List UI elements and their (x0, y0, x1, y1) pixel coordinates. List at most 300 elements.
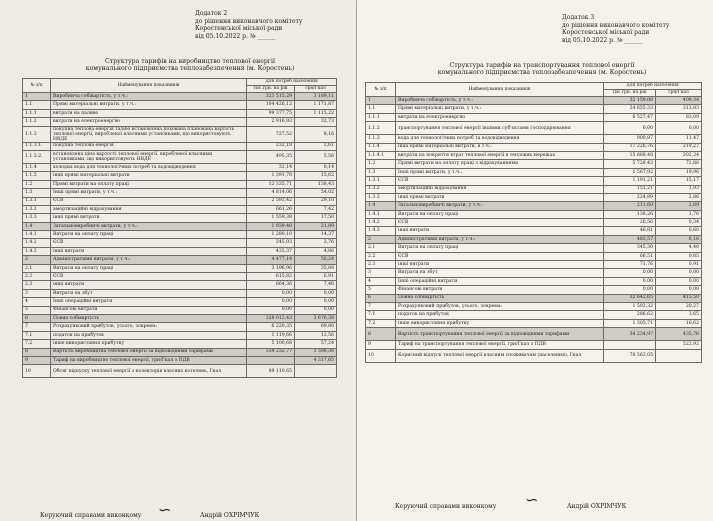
row-value-annual: 99 377,75 (247, 109, 295, 117)
row-label: податок на прибуток (396, 311, 604, 319)
row-value-per-gcal: 1 115,22 (295, 109, 337, 117)
row-value-annual: 151,21 (604, 185, 656, 193)
row-value-annual: 345,30 (604, 244, 656, 252)
row-value-per-gcal: 50,24 (295, 256, 337, 264)
row-value-annual: 1 592,32 (604, 302, 656, 310)
table-row (23, 222, 337, 230)
table-row (23, 205, 337, 213)
row-label: інші витрати (51, 281, 247, 289)
row-label: інше використання прибутку (51, 340, 247, 348)
table-row (23, 150, 337, 163)
row-label: ЄСВ (396, 219, 604, 227)
row-label: Прямі матеріальні витрати, у т.ч.: (396, 105, 604, 113)
row-label: Адміністративні витрати, у т.ч.: (51, 256, 247, 264)
row-value-per-gcal: 3,65 (656, 311, 702, 319)
row-label: Витрати на оплату праці (51, 264, 247, 272)
row-number: 1 (23, 93, 51, 101)
row-label: витрати на паливо (51, 109, 247, 117)
table-row (23, 247, 337, 255)
row-value-annual: 1 391,78 (247, 172, 295, 180)
table-row (23, 314, 337, 322)
row-number: 1.1.3.1. (23, 142, 51, 150)
row-label: покупна теплова енергія (51, 142, 247, 150)
row-number: 2.2 (366, 252, 396, 260)
row-number: 1.4 (366, 202, 396, 210)
table-row (23, 273, 337, 281)
row-label: Витрати на збут (396, 269, 604, 277)
handwritten-signature-icon: ∽ (525, 490, 539, 509)
row-label: інші витрати (396, 261, 604, 269)
row-number: 1.3.1 (23, 197, 51, 205)
row-value-annual: 12 335,71 (247, 180, 295, 188)
row-label: Інші прямі витрати, у т.ч.: (51, 189, 247, 197)
table-row (366, 168, 702, 176)
row-value-annual: 0,00 (604, 122, 656, 135)
row-number: 1.2 (23, 180, 51, 188)
tariff-table (22, 78, 337, 378)
table-row (23, 365, 337, 378)
table-row (366, 105, 702, 113)
row-number: 7.2 (23, 340, 51, 348)
row-value-per-gcal: 12,56 (295, 331, 337, 339)
row-number: 1.4.1 (366, 210, 396, 218)
row-value-annual: 245,93 (247, 239, 295, 247)
row-number: 8 (366, 328, 396, 341)
row-value-annual: 224,89 (604, 193, 656, 201)
table-row (23, 256, 337, 264)
row-label: інше використання прибутку (396, 319, 604, 327)
row-value-per-gcal: 6,91 (295, 273, 337, 281)
table-row (23, 306, 337, 314)
table-row (366, 219, 702, 227)
row-number: 1.3 (23, 189, 51, 197)
table-row (23, 172, 337, 180)
appendix-line: Коростенської міської ради (562, 29, 650, 36)
row-number: 1.3 (366, 168, 396, 176)
row-value-per-gcal: 409,34 (656, 97, 702, 105)
row-value-per-gcal: 1,76 (656, 210, 702, 218)
row-number: 2.3 (23, 281, 51, 289)
row-label: амортизаційні відрахування (396, 185, 604, 193)
row-number: 1.4.2 (366, 219, 396, 227)
row-value-per-gcal: 4,40 (656, 244, 702, 252)
col-header-num: № з/п (23, 79, 51, 93)
row-label: Виробнича собівартість, у т.ч.: (396, 97, 604, 105)
row-number: 1.1.3 (23, 126, 51, 142)
table-row (23, 340, 337, 348)
row-value-annual: 1 191,21 (604, 177, 656, 185)
row-value-annual: 286,62 (604, 311, 656, 319)
table-row (23, 331, 337, 339)
row-number: 5 (23, 306, 51, 314)
row-number: 1.1.4 (23, 163, 51, 171)
table-row (23, 231, 337, 239)
row-value-annual: 664,36 (247, 281, 295, 289)
title-line: Структура тарифів на транспортування теплової енергії (449, 62, 635, 69)
row-label: вода для технологічних потреб та водовідведення (396, 135, 604, 143)
row-number: 1.4 (23, 222, 51, 230)
row-value-per-gcal: 0,34 (656, 219, 702, 227)
row-number: 7.1 (366, 311, 396, 319)
row-label: Прямі витрати на оплату праці з відрахуваннями (396, 160, 604, 168)
row-label: ЄСВ (51, 273, 247, 281)
row-value-per-gcal: 0,91 (656, 261, 702, 269)
table-row (23, 118, 337, 126)
appendix-2-page (0, 0, 356, 521)
row-number: 2 (366, 235, 396, 243)
row-label: Фінансові витрати (51, 306, 247, 314)
row-value-per-gcal: 8,16 (295, 126, 337, 142)
appendix-line: Коростенської міської ради (195, 25, 283, 32)
row-label: інші прямі матеріальні витрати, в т.ч.: (396, 143, 604, 151)
row-label: амортизаційні відрахування (51, 205, 247, 213)
row-label: Розрахунковий прибуток, усього, зокрема: (51, 323, 247, 331)
row-label: Інші операційні витрати (396, 277, 604, 285)
row-number: 4 (23, 298, 51, 306)
row-value-annual: 323 515,29 (247, 93, 295, 101)
row-value-per-gcal: 0,60 (656, 227, 702, 235)
col-header-annual: тис.грн. на рік (247, 86, 295, 93)
row-value-per-gcal: 313,83 (656, 105, 702, 113)
table-row (366, 235, 702, 243)
row-number: 6 (366, 294, 396, 302)
col-header-per-gcal: грн/Гкал (295, 86, 337, 93)
appendix-header (195, 10, 302, 40)
row-number: 2.1 (366, 244, 396, 252)
row-value-annual: 727,52 (247, 126, 295, 142)
row-number: 1.1.2 (366, 122, 396, 135)
row-number: 6 (23, 314, 51, 322)
row-value-annual: 66,51 (604, 252, 656, 260)
table-row (366, 294, 702, 302)
row-number: 1.4.3 (23, 247, 51, 255)
row-value-annual: 433,37 (247, 247, 295, 255)
row-number: 2.2 (23, 273, 51, 281)
row-label: Розрахунковий прибуток, усього, зокрема: (396, 302, 604, 310)
row-value-annual: 15 888,48 (604, 151, 656, 159)
row-label: Адміністративні витрати, у т.ч.: (396, 235, 604, 243)
row-value-annual: 0,00 (247, 298, 295, 306)
row-number: 5 (366, 286, 396, 294)
row-value-per-gcal: 21,89 (295, 222, 337, 230)
row-value-per-gcal: 4,86 (295, 247, 337, 255)
row-value-annual: 483,57 (604, 235, 656, 243)
row-number: 4 (366, 277, 396, 285)
row-number: 1.3.2 (23, 205, 51, 213)
row-value-per-gcal: 202,24 (656, 151, 702, 159)
row-label: витрати на електроенергію (51, 118, 247, 126)
row-value-annual: 0,00 (604, 269, 656, 277)
table-row (366, 319, 702, 327)
signature-name: Андрій ОХРІМЧУК (200, 512, 260, 519)
row-label: інші прямі витрати (396, 193, 604, 201)
row-label: транспортування теплової енергії іншими суб'єктами господарювання (396, 122, 604, 135)
row-value-annual: 232,18 (247, 142, 295, 150)
table-row (23, 348, 337, 356)
page-title (407, 62, 677, 77)
row-value-annual: 26,56 (604, 219, 656, 227)
table-row (23, 180, 337, 188)
table-row (366, 269, 702, 277)
row-value-per-gcal: 16,62 (656, 319, 702, 327)
appendix-number: Додаток 3 (562, 14, 595, 21)
row-number: 1.1.3.2. (23, 150, 51, 163)
row-number: 1.1 (23, 101, 51, 109)
row-value-per-gcal: 0,85 (656, 252, 702, 260)
row-value-per-gcal: 0,00 (656, 269, 702, 277)
row-label: витрати на електроенергію (396, 113, 604, 121)
table-row (366, 185, 702, 193)
row-value-per-gcal: 32,73 (295, 118, 337, 126)
row-number: 9 (23, 356, 51, 364)
row-value-per-gcal: 7,46 (295, 281, 337, 289)
row-number: 1.3.3 (23, 214, 51, 222)
row-label: податок на прибуток (51, 331, 247, 339)
row-value-annual: 17 226,76 (604, 143, 656, 151)
row-value-per-gcal: 69,80 (295, 323, 337, 331)
table-row (366, 160, 702, 168)
row-number: 1.1.4.1 (366, 151, 396, 159)
row-value-per-gcal: 15,62 (295, 172, 337, 180)
col-header-per-gcal: грн/Гкал (656, 90, 702, 97)
table-row (366, 244, 702, 252)
row-number: 1.1.1 (366, 113, 396, 121)
table-row (366, 143, 702, 151)
signature-name: Андрій ОХРІМЧУК (567, 503, 627, 510)
row-value-annual: 615,82 (247, 273, 295, 281)
row-value-annual: 0,00 (247, 289, 295, 297)
row-label: Повна собівартість (51, 314, 247, 322)
row-value-annual: 32 159,08 (604, 97, 656, 105)
table-row (366, 97, 702, 105)
row-label: Вартість транспортування теплової енергії за відповідними тарифами (396, 328, 604, 341)
appendix-date: від 05.10.2022 р. № ______ (562, 36, 643, 44)
row-label: Загальновиробничі витрати, у т.ч.: (396, 202, 604, 210)
row-value-per-gcal: 1 171,87 (295, 101, 337, 109)
row-value-annual: 24 655,33 (604, 105, 656, 113)
table-row (366, 177, 702, 185)
table-row (366, 113, 702, 121)
row-value-annual: 495,35 (247, 150, 295, 163)
row-value-per-gcal: 2,69 (656, 202, 702, 210)
row-value-per-gcal: 2,76 (295, 239, 337, 247)
row-value-annual: 2 593,42 (247, 197, 295, 205)
row-value-annual: 6 220,35 (247, 323, 295, 331)
row-label: Корисний відпуск теплової енергії власним споживачам (населення), Гкал (396, 349, 604, 362)
row-label: Тариф на транспортування теплової енергії, грн/Гкал з ПДВ (396, 341, 604, 349)
table-row (23, 197, 337, 205)
row-number: 1.3.3 (366, 193, 396, 201)
row-number: 9 (366, 341, 396, 349)
row-value-per-gcal: 1,93 (656, 185, 702, 193)
row-value-per-gcal: 5,56 (295, 150, 337, 163)
row-value-annual: 1 939,40 (247, 222, 295, 230)
table-row (366, 193, 702, 201)
row-label: ЄСВ (396, 252, 604, 260)
row-number: 7.2 (366, 319, 396, 327)
row-number: 1.1.3 (366, 135, 396, 143)
row-value-annual: 334 232,77 (247, 348, 295, 356)
row-number: 1.3.2 (366, 185, 396, 193)
row-value-per-gcal (295, 365, 337, 378)
row-value-per-gcal: 219,27 (656, 143, 702, 151)
row-value-annual: 1 567,92 (604, 168, 656, 176)
row-number: 2.3 (366, 261, 396, 269)
row-value-annual: 104 426,12 (247, 101, 295, 109)
row-value-annual: 5 100,68 (247, 340, 295, 348)
row-value-per-gcal: 35,88 (295, 264, 337, 272)
table-row (366, 202, 702, 210)
signature-position: Керуючий справами виконкому (395, 503, 497, 510)
table-row (23, 281, 337, 289)
title-line: Структура тарифів на виробництво теплової енергії (104, 58, 276, 65)
appendix-line: до рішення виконавчого комітету (562, 21, 670, 29)
row-value-annual: 211,60 (604, 202, 656, 210)
appendix-number: Додаток 2 (195, 10, 228, 17)
table-row (23, 239, 337, 247)
row-value-per-gcal: 19,96 (656, 168, 702, 176)
col-header-group: Для потреб населення (604, 83, 702, 90)
row-label: витрати на покриття втрат теплової енергії в теплових мережах (396, 151, 604, 159)
row-value-annual: 32 642,65 (604, 294, 656, 302)
row-value-per-gcal: 29,10 (295, 197, 337, 205)
table-row (23, 214, 337, 222)
row-value-per-gcal: 83,09 (656, 113, 702, 121)
row-value-annual (247, 356, 295, 364)
row-value-annual: 328 012,43 (247, 314, 295, 322)
row-value-annual: 46,81 (604, 227, 656, 235)
table-row (23, 126, 337, 142)
table-row (366, 135, 702, 143)
row-label: ЄСВ (51, 239, 247, 247)
row-value-annual: 2 916,93 (247, 118, 295, 126)
row-value-per-gcal: 57,24 (295, 340, 337, 348)
row-label: інші витрати (51, 247, 247, 255)
row-value-per-gcal: 0,00 (656, 122, 702, 135)
row-value-per-gcal (656, 349, 702, 362)
row-value-per-gcal: 0,00 (656, 277, 702, 285)
table-row (23, 323, 337, 331)
row-label: ЄСВ (396, 177, 604, 185)
title-line: комунального підприємства теплозабезпечення (м. Коростень) (437, 69, 647, 77)
row-number: 1.2 (366, 160, 396, 168)
title-line: комунального підприємства теплозабезпечення (м. Коростень) (85, 65, 295, 73)
row-number: 7.1 (23, 331, 51, 339)
row-label: Виробнича собівартість, у т.ч.: (51, 93, 247, 101)
row-value-annual: 3 196,96 (247, 264, 295, 272)
row-number: 1.4.1 (23, 231, 51, 239)
col-header-name: Найменування показників (51, 79, 247, 93)
table-row (23, 142, 337, 150)
row-value-annual (604, 341, 656, 349)
row-number: 1 (366, 97, 396, 105)
row-number: 7 (366, 302, 396, 310)
row-label: інші прямі матеріальні витрати (51, 172, 247, 180)
table-row (23, 356, 337, 364)
table-row (23, 264, 337, 272)
table-row (23, 289, 337, 297)
row-number: 10 (23, 365, 51, 378)
row-value-per-gcal: 11,47 (656, 135, 702, 143)
row-value-per-gcal: 0,00 (656, 286, 702, 294)
row-label: Фінансові витрати (396, 286, 604, 294)
row-value-per-gcal: 20,27 (656, 302, 702, 310)
row-number: 1.1.5 (23, 172, 51, 180)
appendix-header (562, 14, 669, 44)
row-value-per-gcal: 4 317,65 (295, 356, 337, 364)
row-value-annual: 1 119,66 (247, 331, 295, 339)
table-row (23, 298, 337, 306)
handwritten-signature-icon: ∽ (158, 500, 172, 519)
table-row (23, 189, 337, 197)
row-value-per-gcal: 15,17 (656, 177, 702, 185)
row-value-per-gcal: 415,50 (656, 294, 702, 302)
table-row (366, 286, 702, 294)
row-number: 3 (23, 289, 51, 297)
row-value-annual: 89 110,65 (247, 365, 295, 378)
col-header-annual: тис.грн. на рік (604, 90, 656, 97)
row-label: інші прямі витрати (51, 214, 247, 222)
row-value-annual: 138,26 (604, 210, 656, 218)
row-value-per-gcal: 6,16 (656, 235, 702, 243)
table-row (366, 151, 702, 159)
row-label: холодна вода для технологічних потреб та водовідведення (51, 163, 247, 171)
row-label: Витрати на оплату праці (51, 231, 247, 239)
row-value-per-gcal: 0,00 (295, 289, 337, 297)
row-label: Витрати на оплату праці (396, 210, 604, 218)
row-number: 2 (23, 256, 51, 264)
row-value-per-gcal: 54,02 (295, 189, 337, 197)
table-row (366, 252, 702, 260)
row-value-per-gcal: 2,86 (656, 193, 702, 201)
row-value-annual: 5 728,43 (604, 160, 656, 168)
row-number: 2.1 (23, 264, 51, 272)
table-row (23, 163, 337, 171)
row-value-annual: 32,14 (247, 163, 295, 171)
row-value-annual: 78 563,05 (604, 349, 656, 362)
row-label: Вартість виробництва теплової енергії за відповідними тарифами (51, 348, 247, 356)
row-number: 10 (366, 349, 396, 362)
table-row (366, 349, 702, 362)
row-label: Повна собівартість (396, 294, 604, 302)
row-value-annual: 1 305,71 (604, 319, 656, 327)
row-number: 1.4.3 (366, 227, 396, 235)
page-title (60, 58, 320, 73)
table-row (366, 210, 702, 218)
row-value-per-gcal: 72,86 (656, 160, 702, 168)
row-label: Витрати на оплату праці (396, 244, 604, 252)
table-row (366, 261, 702, 269)
row-number: 8 (23, 348, 51, 356)
row-label: Інші операційні витрати (51, 298, 247, 306)
row-label: Прямі витрати на оплату праці (51, 180, 247, 188)
row-number: 1.1.1 (23, 109, 51, 117)
row-label: Прямі матеріальні витрати, у т.ч.: (51, 101, 247, 109)
table-row (366, 122, 702, 135)
row-label: Інші прямі витрати, у т.ч.: (396, 168, 604, 176)
row-number: 1.4.2 (23, 239, 51, 247)
row-value-per-gcal: 138,43 (295, 180, 337, 188)
tariff-table (365, 82, 702, 363)
row-label: ЄСВ (51, 197, 247, 205)
row-label: покупна теплова енергія та/або встановлена похована планована вартість теплової енергії, виробленої власними установками, що використовують НВДЕ (51, 126, 247, 142)
table-row (23, 109, 337, 117)
table-row (23, 101, 337, 109)
row-number: 3 (366, 269, 396, 277)
row-value-annual: 4 814,06 (247, 189, 295, 197)
signature-position: Керуючий справами виконкому (40, 512, 142, 519)
table-row (366, 277, 702, 285)
